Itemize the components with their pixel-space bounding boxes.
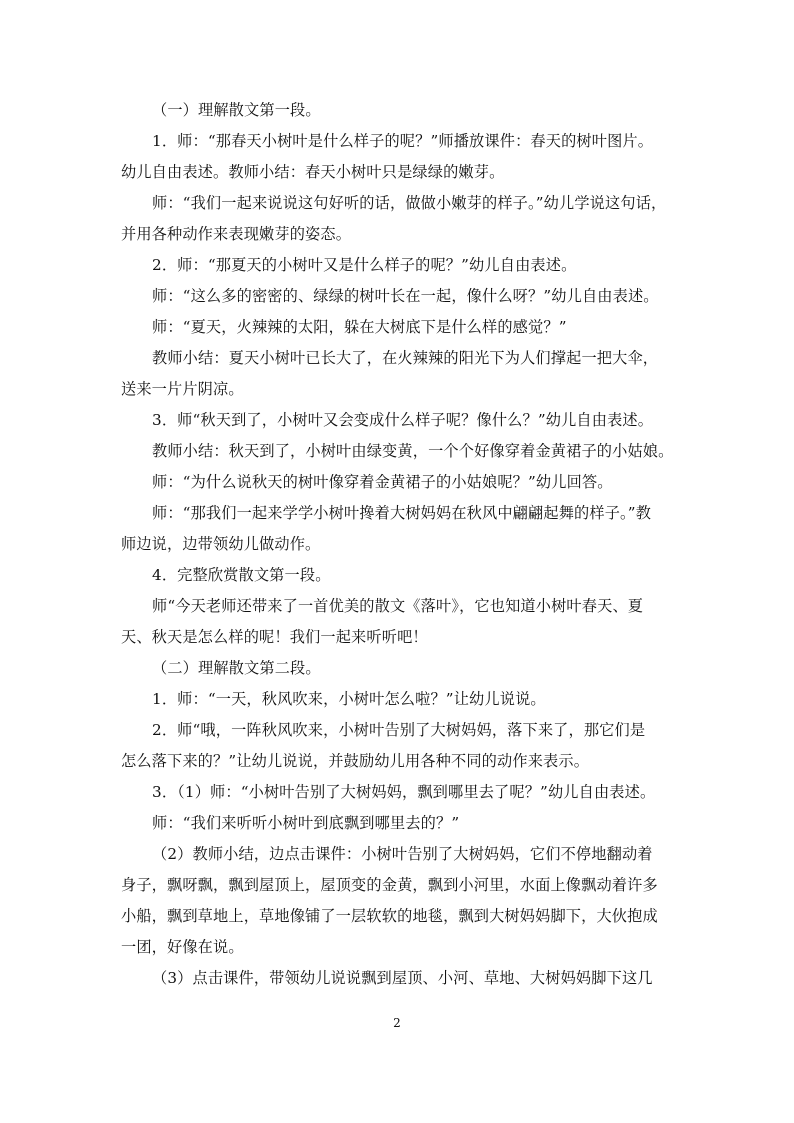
text-line: （2）教师小结，边点击课件：小树叶告别了大树妈妈，它们不停地翻动着 (152, 845, 653, 863)
text-line: 一团，好像在说。 (121, 938, 244, 956)
text-line: 师：“那我们一起来学学小树叶搀着大树妈妈在秋风中翩翩起舞的样子。”教 (152, 504, 652, 522)
text-line: 师：“夏天，火辣辣的太阳，躲在大树底下是什么样的感觉？” (152, 318, 567, 336)
text-line: 怎么落下来的？”让幼儿说说，并鼓励幼儿用各种不同的动作来表示。 (121, 752, 590, 770)
document-body (121, 95, 681, 994)
text-line: 师：“这么多的密密的、绿绿的树叶长在一起，像什么呀？”幼儿自由表述。 (152, 287, 659, 305)
text-line: 师：“为什么说秋天的树叶像穿着金黄裙子的小姑娘呢？”幼儿回答。 (152, 473, 613, 491)
text-line: 天、秋天是怎么样的呢！我们一起来听听吧！ (121, 628, 428, 646)
text-line: 3．师“秋天到了，小树叶又会变成什么样子呢？像什么？”幼儿自由表述。 (152, 411, 654, 429)
text-line: 教师小结：秋天到了，小树叶由绿变黄，一个个好像穿着金黄裙子的小姑娘。 (152, 442, 674, 460)
text-line: 幼儿自由表述。教师小结：春天小树叶只是绿绿的嫩芽。 (121, 163, 505, 181)
text-line: 2．师：“那夏天的小树叶又是什么样子的呢？”幼儿自由表述。 (152, 256, 577, 274)
text-line: 师：“我们一起来说说这句好听的话，做做小嫩芽的样子。”幼儿学说这句话， (152, 194, 667, 212)
text-line: 3．（1）师：“小树叶告别了大树妈妈，飘到哪里去了呢？”幼儿自由表述。 (152, 783, 656, 801)
text-line: 并用各种动作来表现嫩芽的姿态。 (121, 225, 352, 243)
text-line: 1．师：“那春天小树叶是什么样子的呢？”师播放课件：春天的树叶图片。 (152, 132, 654, 150)
text-line: 教师小结：夏天小树叶已长大了，在火辣辣的阳光下为人们撑起一把大伞， (152, 349, 659, 367)
text-line: 小船，飘到草地上，草地像铺了一层软软的地毯，飘到大树妈妈脚下，大伙抱成 (121, 907, 658, 925)
text-line: （3）点击课件，带领幼儿说说飘到屋顶、小河、草地、大树妈妈脚下这几 (152, 969, 653, 987)
text-line: 1．师：“一天，秋风吹来，小树叶怎么啦？”让幼儿说说。 (152, 690, 546, 708)
text-line: 2．师“哦，一阵秋风吹来，小树叶告别了大树妈妈，落下来了，那它们是 (152, 721, 646, 739)
text-line: 师“今天老师还带来了一首优美的散文《落叶》，它也知道小树叶春天、夏 (152, 597, 644, 615)
page-number: 2 (393, 1016, 401, 1030)
text-line: 师边说，边带领幼儿做动作。 (121, 535, 321, 553)
text-line: 师：“我们来听听小树叶到底飘到哪里去的？” (152, 814, 460, 832)
text-line: （一）理解散文第一段。 (152, 101, 321, 119)
text-line: 送来一片片阴凉。 (121, 380, 244, 398)
text-line: 4．完整欣赏散文第一段。 (152, 566, 331, 584)
text-line: （二）理解散文第二段。 (152, 659, 321, 677)
text-line: 身子，飘呀飘，飘到屋顶上，屋顶变的金黄，飘到小河里，水面上像飘动着许多 (121, 876, 658, 894)
